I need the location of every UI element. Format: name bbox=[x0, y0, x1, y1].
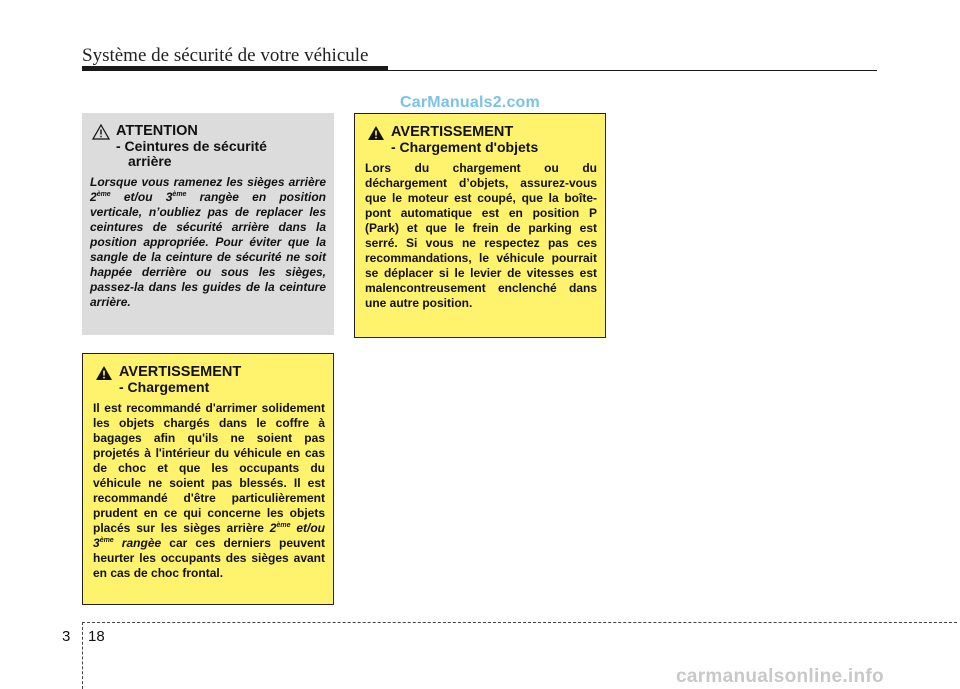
page-header-title: Système de sécurité de votre véhicule bbox=[82, 45, 369, 66]
warning-cargo-body: Lors du chargement ou du déchargement d’objets, assurez-vous que le moteur est coupé, que la boîte-pont automatique est en position P (Park) et que le frein de parking est serré. Si vous ne respectez pas ces recommandations, le véhicule pourrait se déplacer si le levier de vitesses est malencontreusement enclenché dans une autre position. bbox=[365, 161, 597, 310]
warning-filled-icon bbox=[367, 125, 385, 141]
warning-load-body: Il est recommandé d'arrimer solidement les objets chargés dans le coffre à bagages afin qu'ils ne soient pas projetés à l'intérieur du véhicule en cas de choc et que les occupants du véhicule ne soient pas blessés. Il est recommandé d'être particulièrement prudent en ce qui concerne les objets placés sur les sièges arrière 2ème et/ou 3ème rangèe car ces derniers peuvent heurter les occupants des sièges avant en cas de choc frontal. bbox=[93, 401, 325, 580]
footer-divider bbox=[82, 622, 83, 689]
chapter-number: 3 bbox=[62, 628, 71, 645]
attention-title: ATTENTION bbox=[116, 123, 198, 139]
warning-cargo-title: AVERTISSEMENT bbox=[391, 124, 514, 140]
warning-cargo-header bbox=[365, 124, 597, 155]
attention-body: Lorsque vous ramenez les sièges arrière 2ème et/ou 3ème rangèe en position verticale, n’oubliez pas de replacer les ceintures de sécurité arrière dans la position appropriée. Pour éviter que la sangle de la ceinture de sécurité ne soit happée derrière ou sous les sièges, passez-la dans les guides de la ceinture arrière. bbox=[90, 175, 327, 309]
warning-load-subtitle: - Chargement bbox=[119, 379, 210, 395]
attention-header bbox=[90, 123, 326, 169]
warning-filled-icon bbox=[95, 365, 113, 381]
attention-subtitle-cont: arrière bbox=[128, 153, 172, 169]
watermark-top: CarManuals2.com bbox=[400, 94, 540, 111]
warning-cargo-box bbox=[354, 113, 606, 338]
footer-rule bbox=[82, 622, 957, 623]
warning-load-title: AVERTISSEMENT bbox=[119, 364, 242, 380]
warning-load-header bbox=[93, 364, 325, 395]
warning-cargo-subtitle: - Chargement d'objets bbox=[391, 139, 539, 155]
attention-box bbox=[82, 113, 334, 335]
header-rule bbox=[82, 70, 877, 71]
attention-subtitle: - Ceintures de sécurité bbox=[116, 138, 267, 154]
caution-outline-icon bbox=[92, 124, 110, 140]
warning-load-box bbox=[82, 353, 334, 605]
page-number: 18 bbox=[88, 628, 105, 645]
watermark-bottom: carmanualsonline.info bbox=[676, 666, 884, 687]
